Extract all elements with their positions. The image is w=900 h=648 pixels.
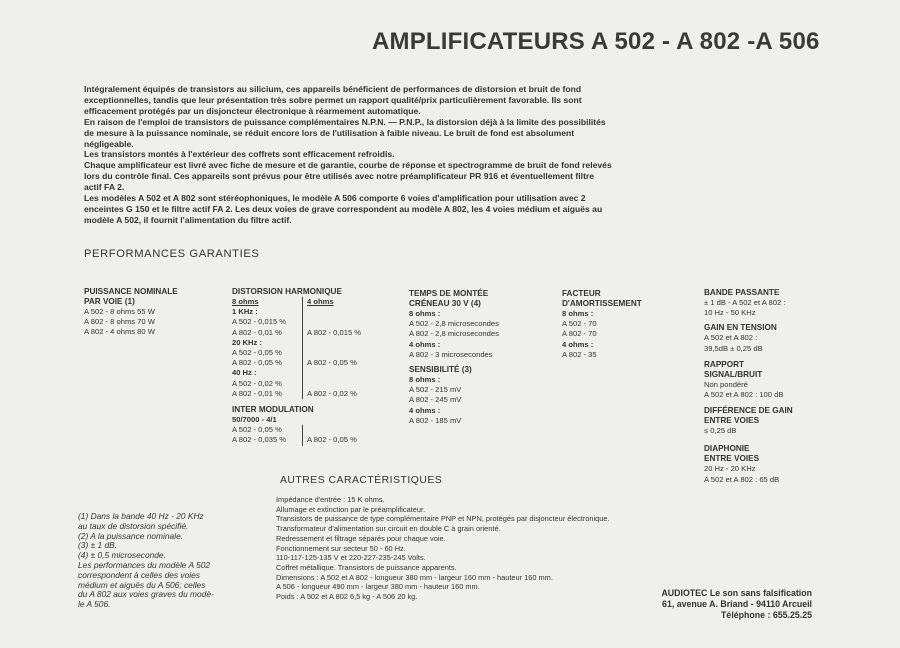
facteur-section bbox=[562, 289, 642, 360]
value: A 502 et A 802 : 100 dB bbox=[704, 390, 784, 400]
performances-heading: PERFORMANCES GARANTIES bbox=[84, 248, 260, 260]
footnote-line: au taux de distorsion spécifié. bbox=[78, 520, 189, 531]
freq-label: 40 Hz : bbox=[232, 368, 257, 378]
sensibilite-heading: SENSIBILITÉ (3) bbox=[409, 365, 472, 375]
footnote-line: (1) Dans la bande 40 Hz - 20 KHz bbox=[78, 511, 204, 521]
rapport-heading: RAPPORT bbox=[704, 359, 745, 369]
value: ± 1 dB - A 502 et A 802 : bbox=[704, 298, 786, 307]
value: A 802 - 3 microsecondes bbox=[409, 349, 493, 359]
value: A 502 - 215 mV bbox=[409, 385, 462, 395]
autres-line: 110-117-125-135 V et 220-227-235-245 Volts. bbox=[276, 553, 426, 563]
montee-heading: CRÉNEAU 30 V (4) bbox=[409, 299, 481, 308]
intermod-sub: 50/7000 - 4/1 bbox=[232, 415, 277, 425]
freq-label: 1 KHz : bbox=[232, 307, 258, 317]
freq-label: 20 KHz : bbox=[232, 337, 262, 347]
value: A 802 - 35 bbox=[562, 349, 597, 359]
value: 10 Hz - 50 KHz bbox=[704, 308, 756, 318]
value: 20 Hz - 20 KHz bbox=[704, 464, 756, 474]
ohms-label: 8 ohms : bbox=[409, 309, 441, 318]
value: A 802 - 0,035 % bbox=[232, 435, 287, 445]
value: A 502 - 2,8 microsecondes bbox=[409, 319, 499, 329]
montee-section bbox=[409, 289, 499, 426]
footnote-line: le A 506. bbox=[78, 599, 111, 610]
value: A 502 - 70 bbox=[562, 319, 597, 329]
ohms-4-label: 4 ohms bbox=[302, 297, 334, 307]
value: A 802 - 0,02 % bbox=[307, 388, 357, 398]
facteur-heading: FACTEUR bbox=[562, 289, 601, 298]
autres-line: Redressement et filtrage séparés pour chaque voie. bbox=[276, 533, 446, 543]
diaphonie-heading: ENTRE VOIES bbox=[704, 454, 760, 464]
autres-line: Transistors de puissance de type complémentaire PNP et NPN, protégés par disjoncteur électronique. bbox=[276, 514, 610, 524]
intro-paragraph: Les modèles A 502 et A 802 sont stéréophoniques, le modèle A 506 comporte 6 voies d'amplification pour utilisation avec 2 enceintes G 150 et le filtre actif FA 2. Les deux voies de grave correspondent au modèle A 802, les 4 voies médium et aiguës au modèle A 502, il fournit l'alimentation du filtre actif. bbox=[84, 193, 603, 225]
ohms-label: 8 ohms : bbox=[409, 375, 441, 385]
gain-heading: GAIN EN TENSION bbox=[704, 323, 777, 333]
value: Non pondéré bbox=[704, 379, 748, 389]
ohms-8-label: 8 ohms bbox=[232, 297, 259, 306]
footnotes bbox=[78, 512, 248, 610]
footnote-line: Les performances du modèle A 502 bbox=[78, 559, 211, 570]
specs-right-column bbox=[704, 288, 793, 485]
value: A 802 - 245 mV bbox=[409, 395, 462, 405]
autres-heading: AUTRES CARACTÉRISTIQUES bbox=[280, 475, 443, 486]
rapport-heading: SIGNAL/BRUIT bbox=[704, 369, 763, 379]
value: A 802 - 0,01 % bbox=[232, 327, 282, 337]
autres-line: A 506 - longueur 490 mm - largeur 380 mm - hauteur 160 mm. bbox=[276, 582, 480, 592]
autres-line: Allumage et extinction par le préamplificateur. bbox=[276, 504, 426, 514]
difference-heading: ENTRE VOIES bbox=[704, 416, 760, 426]
intro-paragraph: En raison de l'emploi de transistors de puissance complémentaires N.P.N. — P.N.P., la distorsion déjà à la limite des possibilités de mesure à la puissance nominale, se réduit encore lors de l'utilisation à faible niveau. Le bruit de fond est absolument négligeable. bbox=[84, 116, 606, 149]
difference-heading: DIFFÉRENCE DE GAIN bbox=[704, 406, 793, 416]
puissance-heading: PAR VOIE (1) bbox=[84, 297, 135, 306]
company-phone: Téléphone : 655.25.25 bbox=[721, 610, 812, 620]
footnote-line: (3) ± 1 dB. bbox=[78, 540, 118, 551]
value: A 802 - 0,05 % bbox=[307, 435, 357, 445]
distorsion-section bbox=[232, 287, 361, 446]
distorsion-heading: DISTORSION HARMONIQUE bbox=[232, 287, 342, 296]
company-line: 61, avenue A. Briand - 94110 Arcueil bbox=[662, 599, 812, 609]
ohms-label: 4 ohms : bbox=[562, 339, 594, 349]
footnote-line: correspondent à celles des voies bbox=[78, 569, 200, 580]
intro-paragraph: Les transistors montés à l'extérieur des coffrets sont efficacement refroidis. bbox=[84, 149, 395, 160]
ohms-label: 4 ohms : bbox=[409, 405, 441, 415]
value: A 502 et A 802 : 65 dB bbox=[704, 474, 780, 484]
puissance-heading: PUISSANCE NOMINALE bbox=[84, 287, 178, 296]
puissance-line: A 502 - 8 ohms 55 W bbox=[84, 307, 155, 316]
value: A 502 - 0,05 % bbox=[232, 348, 282, 358]
value: A 502 - 0,02 % bbox=[232, 378, 282, 388]
intro-paragraph: Intégralement équipés de transistors au silicium, ces appareils bénéficient de performances de distorsion et bruit de fond exceptionnelles, tandis que leur présentation très sobre permet un rapport qualité/prix particulièrement favorable. Ils sont efficacement protégés par un disjoncteur électronique à réarmement automatique. bbox=[84, 84, 582, 116]
value: A 802 - 185 mV bbox=[409, 415, 462, 425]
diaphonie-heading: DIAPHONIE bbox=[704, 444, 750, 454]
company-line: AUDIOTEC Le son sans falsification bbox=[661, 588, 812, 598]
value: A 502 - 0,015 % bbox=[232, 317, 287, 327]
puissance-line: A 802 - 4 ohms 80 W bbox=[84, 327, 155, 337]
facteur-heading: D'AMORTISSEMENT bbox=[562, 299, 642, 308]
autres-line: Dimensions : A 502 et A 802 - longueur 380 mm - largeur 160 mm - hauteur 160 mm. bbox=[276, 572, 553, 582]
value: A 802 - 70 bbox=[562, 329, 597, 339]
puissance-line: A 802 - 8 ohms 70 W bbox=[84, 317, 155, 327]
value: A 502 - 0,05 % bbox=[232, 425, 282, 435]
bande-heading: BANDE PASSANTE bbox=[704, 288, 780, 297]
intro-text bbox=[84, 84, 612, 226]
value: A 802 - 2,8 microsecondes bbox=[409, 329, 499, 339]
autres-line: Fonctionnement sur secteur 50 - 60 Hz. bbox=[276, 543, 406, 553]
footnote-line: (4) ± 0,5 microseconde. bbox=[78, 550, 166, 561]
autres-line: Impédance d'entrée : 15 K ohms. bbox=[276, 495, 385, 504]
page-title: AMPLIFICATEURS A 502 - A 802 -A 506 bbox=[372, 28, 820, 55]
autres-line: Coffret métallique. Transistors de puissance apparents. bbox=[276, 562, 457, 572]
autres-line: Transformateur d'alimentation sur circuit en double C à grain orienté. bbox=[276, 524, 501, 534]
value: A 802 - 0,05 % bbox=[232, 358, 282, 368]
value: A 802 - 0,01 % bbox=[232, 388, 282, 398]
ohms-label: 4 ohms : bbox=[409, 339, 441, 349]
footnote-line: du A 802 aux voies graves du modè- bbox=[78, 589, 214, 600]
autres-line: Poids : A 502 et A 802 6,5 kg - A 506 20 kg. bbox=[276, 592, 418, 602]
company-address bbox=[618, 588, 812, 621]
autres-list bbox=[276, 495, 610, 602]
footnote-line: médium et aiguës du A 506; celles bbox=[78, 579, 206, 590]
intermod-heading: INTER MODULATION bbox=[232, 405, 314, 415]
footnote-line: (2) A la puissance nominale. bbox=[78, 530, 184, 541]
value: ≤ 0,25 dB bbox=[704, 426, 737, 436]
value: A 502 et A 802 : bbox=[704, 333, 758, 343]
montee-heading: TEMPS DE MONTÉE bbox=[409, 289, 489, 298]
value: A 802 - 0,05 % bbox=[307, 358, 357, 368]
value: 39,5dB ± 0,25 dB bbox=[704, 343, 763, 353]
puissance-section bbox=[84, 287, 178, 338]
ohms-label: 8 ohms : bbox=[562, 309, 594, 318]
value: A 802 - 0,015 % bbox=[307, 327, 362, 337]
intro-paragraph: Chaque amplificateur est livré avec fiche de mesure et de garantie, courbe de réponse et spectrogramme de bruit de fond relevés lors du contrôle final. Ces appareils sont prévus pour être utilisés avec notre préamplificateur PR 916 et éventuellement filtre actif FA 2. bbox=[84, 160, 612, 193]
